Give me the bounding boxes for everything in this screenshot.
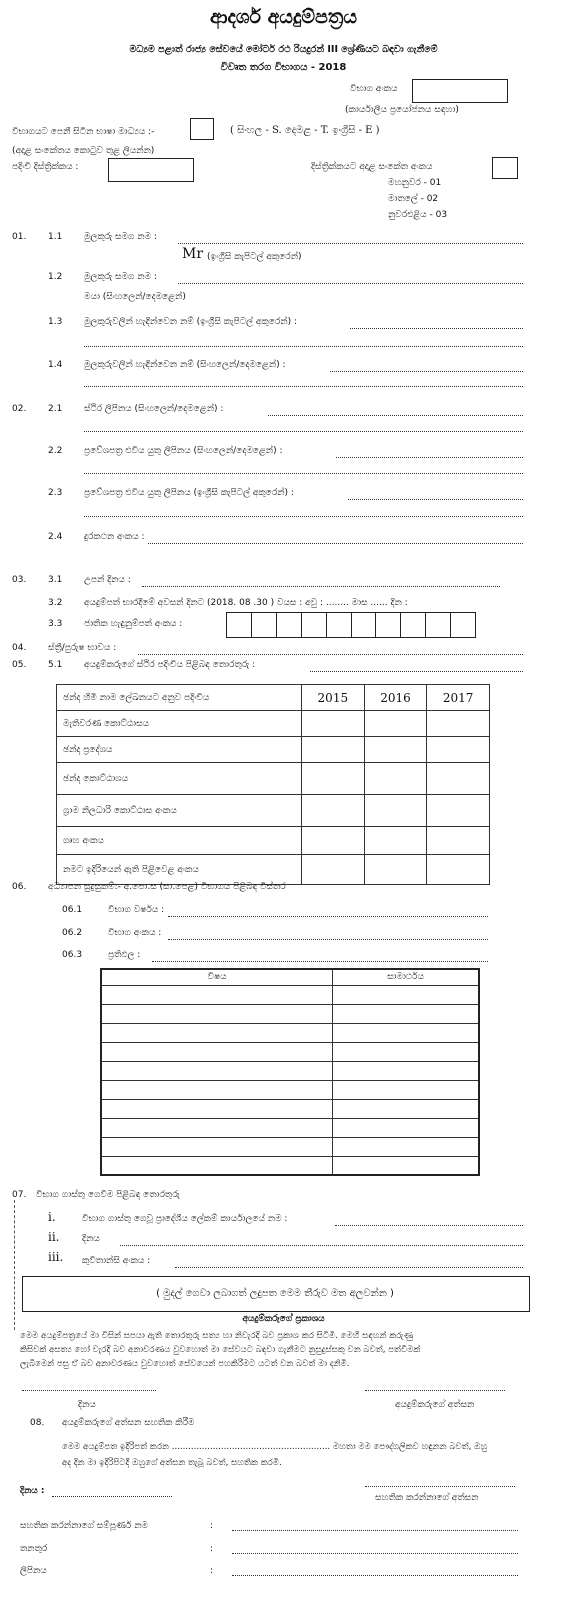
item-2-3-label: ප්‍රවේශපත්‍ර එවිය යුතු ලිපිනය (ඉංග්‍රීසි කැපිටල් අකුරෙන්) :: [84, 488, 294, 498]
grade-header: සාමාර්ථය: [333, 969, 480, 985]
residence-row-label: නමට ඉදිරියෙන් ඇති පිළිවෙළ අංකය: [57, 855, 302, 885]
item-2-2-label: ප්‍රවේශපත්‍ර එවිය යුතු ලිපිනය (සිංහලෙන්/දෙමළෙන්) :: [84, 446, 283, 456]
mr-prefix: Mr: [182, 246, 204, 262]
district-code-3: නුවරඑළිය - 03: [388, 210, 448, 220]
section-07-number: 07.: [12, 1190, 27, 1200]
item-6-2-number: 06.2: [62, 928, 83, 938]
results-label: ප්‍රතිඵල :: [108, 950, 141, 960]
fee-item-iii-number: iii.: [48, 1250, 64, 1264]
district-code-box[interactable]: [492, 157, 518, 179]
item-3-2-number: 3.2: [48, 598, 63, 608]
declaration-date-field[interactable]: [22, 1390, 156, 1391]
certifier-post-field[interactable]: [232, 1553, 518, 1554]
fee-date-field[interactable]: [120, 1245, 523, 1246]
name-field[interactable]: [178, 243, 523, 244]
section-08-number: 08.: [30, 1418, 45, 1428]
section-02-number: 02.: [12, 404, 27, 414]
year-2015: 2015: [302, 685, 365, 711]
results-field[interactable]: [152, 961, 488, 962]
language-box[interactable]: [190, 118, 214, 140]
residence-row-label: ග්‍රාම නිලධාරි කොට්ඨාස අංකය: [57, 795, 302, 827]
residence-table: [56, 684, 490, 885]
fee-label: විභාග ගාස්තු ගෙවීම පිළිබඳ තොරතුරු: [36, 1190, 180, 1200]
exam-index-label: විභාග අංකය :: [108, 928, 162, 938]
fee-item-i-number: i.: [48, 1210, 56, 1224]
cut-line: [14, 1200, 15, 1330]
fee-item-ii-number: ii.: [48, 1230, 60, 1244]
declaration-date-label: දිනය: [78, 1400, 96, 1410]
certifier-address-label: ලිපිනය: [20, 1566, 47, 1576]
gender-field[interactable]: [138, 654, 523, 655]
certifier-sign-label: සහතික කරන්නාගේ අත්සන: [375, 1493, 479, 1503]
item-2-3-number: 2.3: [48, 488, 63, 498]
admission-address-field-2[interactable]: [84, 473, 523, 474]
item-2-1-label: ස්ථිර ලිපිනය (සිංහලෙන්/දෙමළෙන්) :: [84, 404, 224, 414]
attestation-line-1: මෙම අයදුම්පත ඉදිරිපත් කරන .......................................................... මහතා මම පෞද්ගලිකව හඳුනන බවත්, ඔහු: [62, 1442, 488, 1452]
form-subtitle-2: විවෘත තරග විභාගය - 2018: [220, 62, 347, 73]
item-6-1-number: 06.1: [62, 905, 83, 915]
subject-header: විෂය: [101, 969, 333, 985]
results-table: [100, 968, 480, 1176]
admission-address-en-field-2[interactable]: [84, 516, 523, 517]
dob-label: උපන් දිනය :: [84, 575, 131, 585]
item-1-4-label: මුලකුරුවලින් හැඳින්වෙන නම් (සිංහලෙන්/දෙමළෙන්) :: [84, 360, 286, 370]
year-2017: 2017: [427, 685, 490, 711]
admission-address-field[interactable]: [336, 457, 523, 458]
item-1-3-number: 1.3: [48, 317, 63, 327]
attestation-line-2: අද දින මා ඉදිරිපිටදී ඔහුගේ අත්සන තැබූ බවත්, සහතික කරමි.: [62, 1458, 282, 1468]
mr-note: (ඉංග්‍රීසි කැපිටල් අකුරෙන්): [207, 252, 302, 262]
residence-table-header: ඡන්ද හිමි නාම ලේඛනයට අනුව පදිංචිය: [57, 685, 302, 711]
colon: :: [210, 1544, 214, 1554]
language-label: විභාගයට පෙනී සිටින භාෂා මාධ්‍යය :-: [12, 127, 155, 137]
item-1-2-number: 1.2: [48, 272, 63, 282]
receipt-no-field[interactable]: [175, 1267, 523, 1268]
attestation-label: අයදුම්කරුගේ අත්සන සහතික කිරීම: [62, 1418, 195, 1428]
declaration-line-2: කිසිවක් අසත්‍ය හෝ වැරදි බව අනාවරණය වුවහොත් මා සේවයට බඳවා ගැනීමට නුසුදුස්සකු වන බවත්, පත්වීමක්: [20, 1345, 421, 1355]
certifier-sign-field[interactable]: [365, 1486, 515, 1487]
residence-row-label: මැතිවරණ කොට්ඨාසය: [57, 711, 302, 737]
fee-date-label: දිනය: [82, 1234, 100, 1244]
fee-office-field[interactable]: [335, 1225, 523, 1226]
phone-field[interactable]: [148, 543, 523, 544]
district-code-label: දිස්ත්‍රික්කයට අදාළ සංකේත අංකය: [311, 162, 433, 172]
item-5-1-number: 5.1: [48, 660, 63, 670]
declaration-line-1: මෙම අයදුම්පත්‍රයේ මා විසින් සපයා ඇති තොරතුරු සත්‍ය හා නිවැරදි බව ප්‍රකාශ කර සිටිමි. මෙහි සඳහන් කරුණු: [20, 1331, 414, 1341]
item-3-1-number: 3.1: [48, 575, 63, 585]
gender-label: ස්ත්‍රී/පුරුෂ භාවය :: [48, 643, 117, 653]
section-06-number: 06.: [12, 882, 27, 892]
colon: :: [210, 1566, 214, 1576]
miss-label: මයා (සිංහලෙන්/දෙමළෙන්): [84, 292, 186, 302]
certifier-name-field[interactable]: [232, 1530, 518, 1531]
district-label: පදිංචි දිස්ත්‍රික්කය :: [12, 162, 79, 172]
colon: :: [210, 1521, 214, 1531]
form-title: ආදර්ශ අයදුම්පත්‍රය: [209, 6, 358, 28]
declaration-line-3: ලැබීමෙන් පසු ඒ බව අනාවරණය වුවහොත් සේවයෙන් පහකිරීමට යටත් වන බවත් මා දනිමි.: [20, 1359, 350, 1369]
item-1-1-number: 1.1: [48, 232, 63, 242]
item-2-4-number: 2.4: [48, 532, 63, 542]
initials-field-en-2[interactable]: [84, 346, 523, 347]
initials-field-en[interactable]: [350, 328, 523, 329]
residence-row-label: ඡන්ද ප්‍රදේශය: [57, 737, 302, 763]
exam-no-box[interactable]: [412, 79, 508, 103]
section-01-number: 01.: [12, 232, 27, 242]
applicant-sign-field[interactable]: [365, 1390, 505, 1391]
language-note: (අදාළ සංකේතය කොටුව තුළ ලියන්න): [12, 146, 155, 156]
form-subtitle: මධ්‍යම පළාත් රාජ්‍ය සේවයේ මෝටර් රථ රියදුරන් III ශ්‍රේණියට බඳවා ගැනීමේ: [129, 44, 438, 55]
receipt-no-label: කුවිතාන්සි අංකය :: [82, 1256, 151, 1266]
dob-field[interactable]: [142, 586, 500, 587]
item-1-4-number: 1.4: [48, 360, 63, 370]
residence-field[interactable]: [310, 671, 523, 672]
attestation-date-field[interactable]: [52, 1496, 172, 1497]
attestation-date-label: දිනය :: [20, 1486, 45, 1496]
item-2-2-number: 2.2: [48, 446, 63, 456]
district-box[interactable]: [108, 158, 194, 182]
fee-office-label: විභාග ගාස්තු ගෙවූ ප්‍රාදේශීය ලේකම් කාර්යාලයේ නම :: [82, 1214, 288, 1224]
district-code-2: මාතලේ - 02: [388, 194, 439, 204]
item-1-2-label: මුලකුරු සමග නම :: [84, 272, 157, 282]
initials-field-si[interactable]: [330, 371, 523, 372]
receipt-note: ( මුදල් ගෙවා ලබාගත් ලදුපත මෙම තීරුව මත අලවන්න ): [156, 1288, 394, 1299]
office-use-note: (කාර්යාලීය ප්‍රයෝජනය සඳහා): [345, 105, 459, 115]
address-field[interactable]: [268, 415, 523, 416]
section-05-number: 05.: [12, 660, 27, 670]
nic-boxes[interactable]: [226, 612, 476, 638]
item-2-1-number: 2.1: [48, 404, 63, 414]
item-3-3-number: 3.3: [48, 619, 63, 629]
section-03-number: 03.: [12, 575, 27, 585]
section-04-number: 04.: [12, 643, 27, 653]
residence-label: අයදුම්කරුගේ ස්ථිර පදිංචිය පිළිබඳ තොරතුරු :: [84, 660, 256, 670]
name-field-sinhala[interactable]: [178, 283, 523, 284]
exam-index-field[interactable]: [168, 939, 488, 940]
district-code-1: මහනුවර - 01: [388, 178, 442, 188]
item-6-3-number: 06.3: [62, 950, 83, 960]
age-label: අයදුම්පත් භාරදීමේ අවසන් දිනට (2018. 08 .30 ) වයස : අවු : ........ මාස ...... දින :: [84, 598, 408, 608]
item-1-3-label: මුලකුරුවලින් හැඳින්වෙන නම් (ඉංග්‍රීසි කැපිටල් අකුරෙන්) :: [84, 317, 298, 327]
item-1-1-label: මුලකුරු සමග නම :: [84, 232, 157, 242]
certifier-post-label: තනතුර: [20, 1544, 48, 1554]
certifier-name-label: සහතික කරන්නාගේ සම්පූර්ණ නම: [20, 1521, 148, 1531]
applicant-sign-label: අයදුම්කරුගේ අත්සන: [395, 1400, 475, 1410]
education-label: අධ්‍යාපන සුදුසුකම්:- අ.පො.ස (සා.පෙළ) විභාගය පිළිබඳ විස්තර: [48, 882, 286, 892]
exam-no-label: විභාග අංකය: [350, 84, 398, 94]
declaration-heading: අයදුම්කරුගේ ප්‍රකාශය: [242, 1314, 325, 1324]
exam-year-label: විභාග වර්ෂය :: [108, 905, 165, 915]
residence-row-label: ගෘහ අංකය: [57, 827, 302, 855]
address-field-2[interactable]: [84, 431, 523, 432]
year-2016: 2016: [364, 685, 427, 711]
initials-field-si-2[interactable]: [84, 386, 523, 387]
admission-address-en-field[interactable]: [348, 499, 523, 500]
exam-year-field[interactable]: [168, 916, 488, 917]
item-2-4-label: දුරකථන අංකය :: [84, 532, 145, 542]
certifier-address-field[interactable]: [232, 1575, 518, 1576]
nic-label: ජාතික හැඳුනුම්පත් අංකය :: [84, 619, 183, 629]
residence-row-label: ඡන්ද කොට්ඨාශය: [57, 763, 302, 795]
language-options: ( සිංහල - S. දෙමළ - T. ඉංග්‍රීසි - E ): [230, 125, 380, 136]
